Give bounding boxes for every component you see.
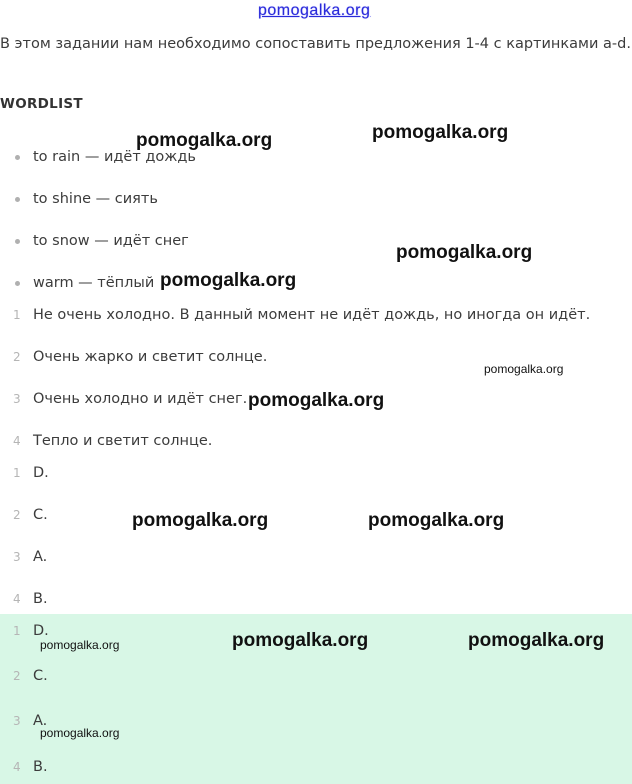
sentence-item xyxy=(0,424,632,458)
list-number: 1 xyxy=(13,624,21,638)
bullet-icon xyxy=(15,239,20,244)
sentence-text: Очень холодно и идёт снег. xyxy=(33,391,248,407)
watermark: pomogalka.org xyxy=(484,362,564,376)
answer-text: D. xyxy=(33,623,49,639)
answer-item xyxy=(0,750,632,784)
sentence-text: Не очень холодно. В данный момент не идёт дождь, но иногда он идёт. xyxy=(33,307,591,323)
watermark: pomogalka.org xyxy=(136,130,273,151)
list-number: 4 xyxy=(13,760,21,774)
watermark: pomogalka.org xyxy=(372,122,509,143)
wordlist-item-text: to rain — идёт дождь xyxy=(33,149,196,165)
answer-text: A. xyxy=(33,549,48,565)
list-number: 2 xyxy=(13,669,21,683)
bullet-icon xyxy=(15,155,20,160)
sentence-text: Тепло и светит солнце. xyxy=(33,433,213,449)
answer-text: C. xyxy=(33,507,48,523)
bullet-icon xyxy=(15,281,20,286)
watermark: pomogalka.org xyxy=(232,630,369,651)
answer-item xyxy=(0,456,632,490)
watermark: pomogalka.org xyxy=(468,630,605,651)
sentence-item xyxy=(0,298,632,332)
list-number: 4 xyxy=(13,434,21,448)
watermark: pomogalka.org xyxy=(396,242,533,263)
intro-text: В этом задании нам необходимо сопоставить предложения 1-4 с картинками a-d. xyxy=(0,36,631,52)
list-number: 3 xyxy=(13,714,21,728)
wordlist-item xyxy=(0,182,632,216)
wordlist-item xyxy=(0,140,632,174)
list-number: 3 xyxy=(13,392,21,406)
answer-item xyxy=(0,540,632,574)
wordlist-item-text: to snow — идёт снег xyxy=(33,233,189,249)
answer-item xyxy=(0,659,632,693)
list-number: 1 xyxy=(13,308,21,322)
wordlist-item xyxy=(0,266,632,300)
wordlist-title: WORDLIST xyxy=(0,96,83,112)
watermark: pomogalka.org xyxy=(160,270,297,291)
sentence-text: Очень жарко и светит солнце. xyxy=(33,349,268,365)
watermark: pomogalka.org xyxy=(40,726,120,740)
site-link[interactable]: pomogalka.org xyxy=(258,2,371,19)
answer-text: A. xyxy=(33,713,48,729)
answer-item xyxy=(0,582,632,616)
answer-text: B. xyxy=(33,759,48,775)
wordlist-item xyxy=(0,224,632,258)
answer-text: B. xyxy=(33,591,48,607)
wordlist-item-text: warm — тёплый xyxy=(33,275,155,291)
list-number: 1 xyxy=(13,466,21,480)
answer-text: D. xyxy=(33,465,49,481)
bullet-icon xyxy=(15,197,20,202)
answer-text: C. xyxy=(33,668,48,684)
list-number: 2 xyxy=(13,508,21,522)
list-number: 4 xyxy=(13,592,21,606)
wordlist-item-text: to shine — сиять xyxy=(33,191,158,207)
watermark: pomogalka.org xyxy=(248,390,385,411)
watermark: pomogalka.org xyxy=(368,510,505,531)
watermark: pomogalka.org xyxy=(132,510,269,531)
list-number: 3 xyxy=(13,550,21,564)
answer-item xyxy=(0,498,632,532)
watermark: pomogalka.org xyxy=(40,638,120,652)
list-number: 2 xyxy=(13,350,21,364)
